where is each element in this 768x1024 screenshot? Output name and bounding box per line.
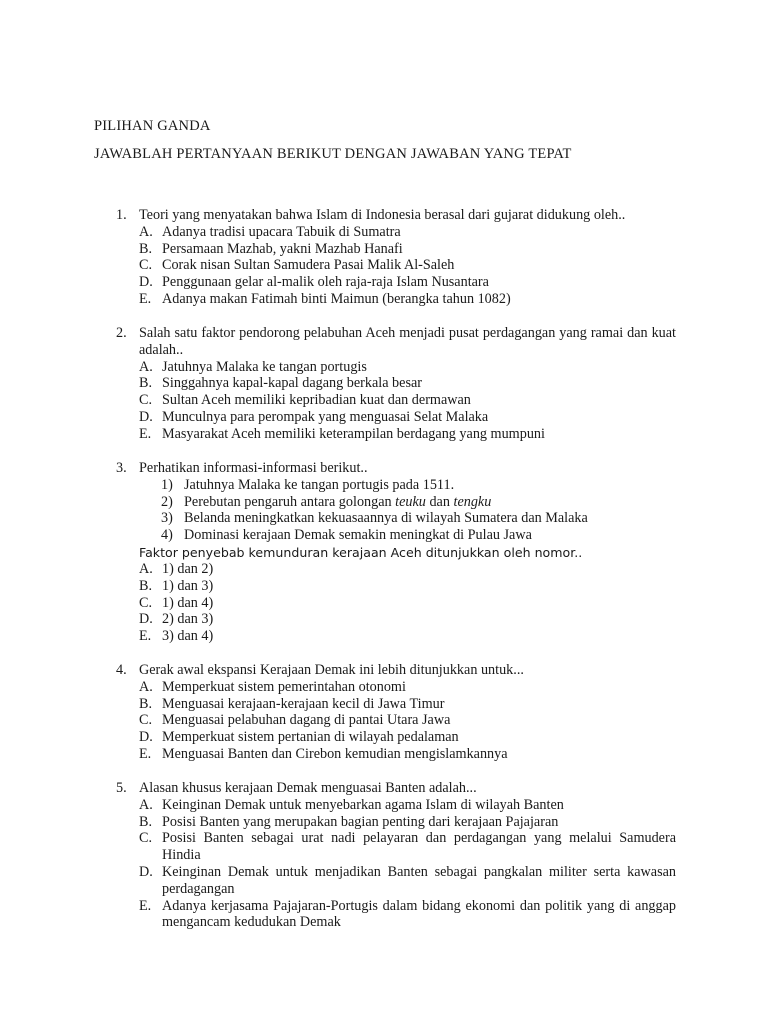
question-number: 1.: [116, 207, 127, 223]
term-teuku: teuku: [395, 493, 426, 510]
option-list: [139, 561, 676, 645]
question-number: 3.: [116, 460, 127, 476]
section-heading: PILIHAN GANDA: [94, 118, 211, 134]
info-text: Belanda meningkatkan kekuasaannya di wilayah Sumatera dan Malaka: [184, 510, 588, 527]
question-4: [116, 662, 676, 763]
option-text: Memperkuat sistem pertanian di wilayah pedalaman: [162, 729, 459, 746]
question-text: Teori yang menyatakan bahwa Islam di Indonesia berasal dari gujarat didukung oleh..: [139, 207, 626, 223]
question-1: [116, 207, 676, 308]
info-number: 4): [161, 527, 173, 544]
option-letter: C.: [139, 392, 153, 409]
option-letter: B.: [139, 813, 153, 830]
option-text: 1) dan 3): [162, 577, 214, 594]
option-text: Adanya kerjasama Pajajaran-Portugis dalam bidang ekonomi dan politik yang di anggap mengancam kedudukan Demak: [162, 897, 676, 931]
option-text: Memperkuat sistem pemerintahan otonomi: [162, 678, 406, 695]
option-c: [139, 830, 676, 864]
option-text: Menguasai pelabuhan dagang di pantai Utara Jawa: [162, 712, 451, 729]
info-item-2: [161, 494, 676, 511]
option-letter: A.: [139, 223, 153, 240]
option-letter: B.: [139, 577, 153, 594]
question-text: Alasan khusus kerajaan Demak menguasai Banten adalah...: [139, 780, 477, 796]
term-tengku: tengku: [453, 493, 492, 510]
option-a: [139, 359, 676, 376]
info-number: 1): [161, 476, 173, 493]
option-d: [139, 274, 676, 291]
option-text: Munculnya para perompak yang menguasai Selat Malaka: [162, 408, 489, 425]
option-list: [139, 679, 676, 763]
question-5: [116, 780, 676, 931]
option-a: [139, 679, 676, 696]
option-letter: D.: [139, 274, 153, 291]
option-b: [139, 578, 676, 595]
option-c: [139, 392, 676, 409]
instruction-heading: JAWABLAH PERTANYAAN BERIKUT DENGAN JAWABAN YANG TEPAT: [94, 146, 572, 162]
option-c: [139, 712, 676, 729]
info-item-4: [161, 527, 676, 544]
option-text: Penggunaan gelar al-malik oleh raja-raja Islam Nusantara: [162, 274, 489, 291]
option-list: [139, 797, 676, 931]
option-d: [139, 409, 676, 426]
option-text: Adanya makan Fatimah binti Maimun (berangka tahun 1082): [162, 290, 511, 307]
option-c: [139, 257, 676, 274]
option-letter: D.: [139, 408, 153, 425]
option-letter: D.: [139, 611, 153, 628]
option-letter: B.: [139, 240, 153, 257]
option-text: Menguasai Banten dan Cirebon kemudian mengislamkannya: [162, 745, 508, 762]
option-letter: B.: [139, 375, 153, 392]
option-text: 1) dan 2): [162, 560, 214, 577]
question-prompt: Faktor penyebab kemunduran kerajaan Aceh ditunjukkan oleh nomor..: [139, 544, 583, 560]
option-list: [139, 224, 676, 308]
option-text: Sultan Aceh memiliki kepribadian kuat dan dermawan: [162, 392, 471, 409]
option-a: [139, 561, 676, 578]
option-letter: C.: [139, 712, 153, 729]
question-text: Gerak awal ekspansi Kerajaan Demak ini lebih ditunjukkan untuk...: [139, 662, 524, 678]
option-e: [139, 898, 676, 932]
option-text: Keinginan Demak untuk menyebarkan agama Islam di wilayah Banten: [162, 796, 564, 813]
info-number: 2): [161, 493, 173, 510]
question-text: Salah satu faktor pendorong pelabuhan Aceh menjadi pusat perdagangan yang ramai dan kuat adalah..: [139, 325, 676, 358]
option-letter: D.: [139, 729, 153, 746]
question-number: 2.: [116, 325, 127, 341]
option-e: [139, 426, 676, 443]
option-a: [139, 224, 676, 241]
option-text: Jatuhnya Malaka ke tangan portugis: [162, 358, 367, 375]
option-c: [139, 595, 676, 612]
option-text: 3) dan 4): [162, 628, 214, 645]
option-text: Posisi Banten sebagai urat nadi pelayaran dan perdagangan yang melalui Samudera Hindia: [162, 830, 676, 864]
option-letter: B.: [139, 695, 153, 712]
option-b: [139, 696, 676, 713]
option-e: [139, 628, 676, 645]
info-list: [161, 477, 676, 544]
option-letter: C.: [139, 257, 153, 274]
question-2: [116, 325, 676, 443]
option-letter: A.: [139, 678, 153, 695]
info-text: Jatuhnya Malaka ke tangan portugis pada 1511.: [184, 476, 455, 493]
option-text: Masyarakat Aceh memiliki keterampilan berdagang yang mumpuni: [162, 425, 545, 442]
question-text: Perhatikan informasi-informasi berikut..: [139, 460, 368, 476]
option-d: [139, 729, 676, 746]
option-letter: C.: [139, 594, 153, 611]
option-letter: A.: [139, 560, 153, 577]
option-list: [139, 359, 676, 443]
option-text: 1) dan 4): [162, 594, 214, 611]
option-b: [139, 375, 676, 392]
option-b: [139, 814, 676, 831]
option-b: [139, 241, 676, 258]
question-3: [116, 460, 676, 645]
option-a: [139, 797, 676, 814]
question-number: 4.: [116, 662, 127, 678]
option-letter: A.: [139, 358, 153, 375]
option-letter: E.: [139, 745, 152, 762]
option-text: Persamaan Mazhab, yakni Mazhab Hanafi: [162, 240, 403, 257]
option-letter: A.: [139, 796, 153, 813]
option-letter: E.: [139, 897, 152, 914]
info-item-1: [161, 477, 676, 494]
option-text: 2) dan 3): [162, 611, 214, 628]
question-number: 5.: [116, 780, 127, 796]
option-text: Posisi Banten yang merupakan bagian penting dari kerajaan Pajajaran: [162, 813, 559, 830]
option-letter: E.: [139, 290, 152, 307]
info-text: Dominasi kerajaan Demak semakin meningkat di Pulau Jawa: [184, 527, 532, 544]
info-item-3: [161, 510, 676, 527]
option-letter: E.: [139, 628, 152, 645]
option-e: [139, 746, 676, 763]
option-text: Adanya tradisi upacara Tabuik di Sumatra: [162, 223, 401, 240]
option-text: Corak nisan Sultan Samudera Pasai Malik Al-Saleh: [162, 257, 455, 274]
option-letter: D.: [139, 863, 153, 880]
option-d: [139, 864, 676, 898]
option-text: Singgahnya kapal-kapal dagang berkala besar: [162, 375, 422, 392]
option-text: Keinginan Demak untuk menjadikan Banten sebagai pangkalan militer serta kawasan perdagangan: [162, 863, 676, 897]
option-letter: C.: [139, 830, 153, 847]
option-e: [139, 291, 676, 308]
option-text: Menguasai kerajaan-kerajaan kecil di Jawa Timur: [162, 695, 445, 712]
option-letter: E.: [139, 425, 152, 442]
option-d: [139, 611, 676, 628]
info-text: Perebutan pengaruh antara golongan teuku dan tengku: [184, 493, 492, 510]
info-number: 3): [161, 510, 173, 527]
